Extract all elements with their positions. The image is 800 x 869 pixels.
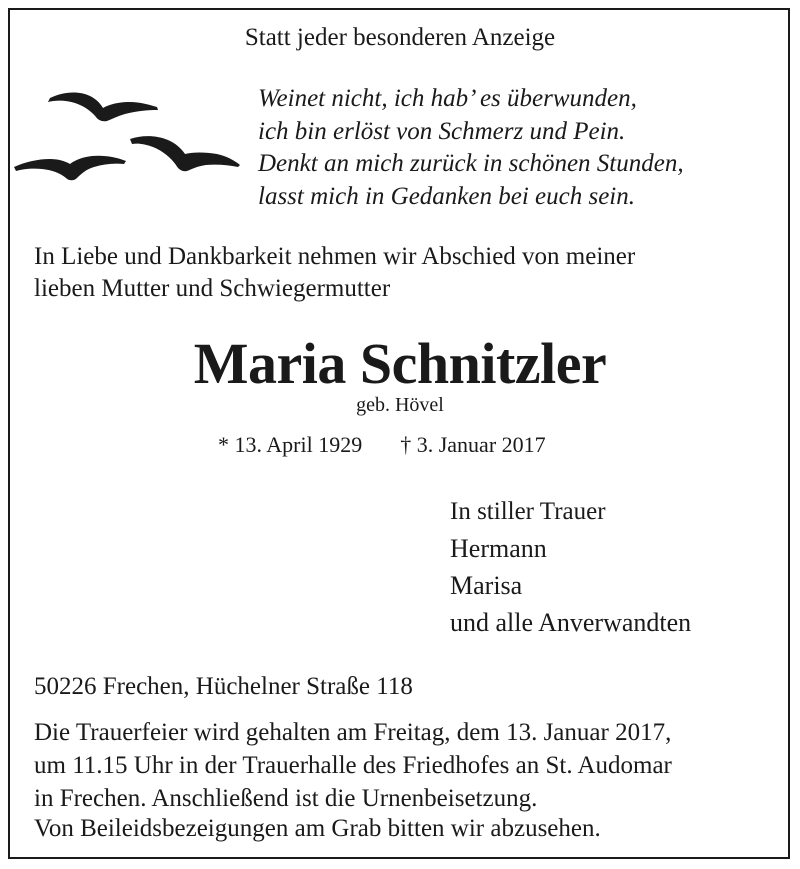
mourner-name: und alle Anverwandten: [450, 608, 692, 637]
deceased-name: Maria Schnitzler: [193, 331, 607, 396]
life-dates: [218, 432, 546, 458]
address: 50226 Frechen, Hüchelner Straße 118: [34, 673, 413, 700]
poem-line: Weinet nicht, ich hab’ es überwunden,: [258, 85, 637, 112]
birds-icon: [12, 82, 244, 190]
death-date: † 3. Januar 2017: [400, 432, 546, 457]
closing-note: Von Beileidsbezeigungen am Grab bitten wir abzusehen.: [34, 815, 601, 842]
mourners: [450, 493, 691, 641]
intro-line: In Liebe und Dankbarkeit nehmen wir Abschied von meiner: [34, 243, 636, 270]
poem: [258, 83, 684, 213]
birth-date: * 13. April 1929: [218, 432, 363, 457]
intro-text: [34, 241, 635, 305]
poem-line: lasst mich in Gedanken bei euch sein.: [258, 182, 635, 210]
mourners-lead: In stiller Trauer: [450, 498, 606, 525]
birth-name: geb. Hövel: [356, 394, 444, 416]
poem-line: ich bin erlöst von Schmerz und Pein.: [258, 117, 626, 145]
poem-line: Denkt an mich zurück in schönen Stunden,: [258, 150, 684, 177]
ceremony-line: um 11.15 Uhr in der Trauerhalle des Friedhofes an St. Audomar: [34, 752, 672, 779]
ceremony-line: in Frechen. Anschließend ist die Urnenbeisetzung.: [34, 785, 538, 812]
ceremony-line: Die Trauerfeier wird gehalten am Freitag, dem 13. Januar 2017,: [34, 719, 672, 746]
notice-header: Statt jeder besonderen Anzeige: [244, 24, 556, 51]
mourner-name: Marisa: [450, 571, 523, 600]
intro-line: lieben Mutter und Schwiegermutter: [34, 275, 391, 302]
mourner-name: Hermann: [450, 534, 547, 563]
ceremony-details: [34, 716, 672, 815]
